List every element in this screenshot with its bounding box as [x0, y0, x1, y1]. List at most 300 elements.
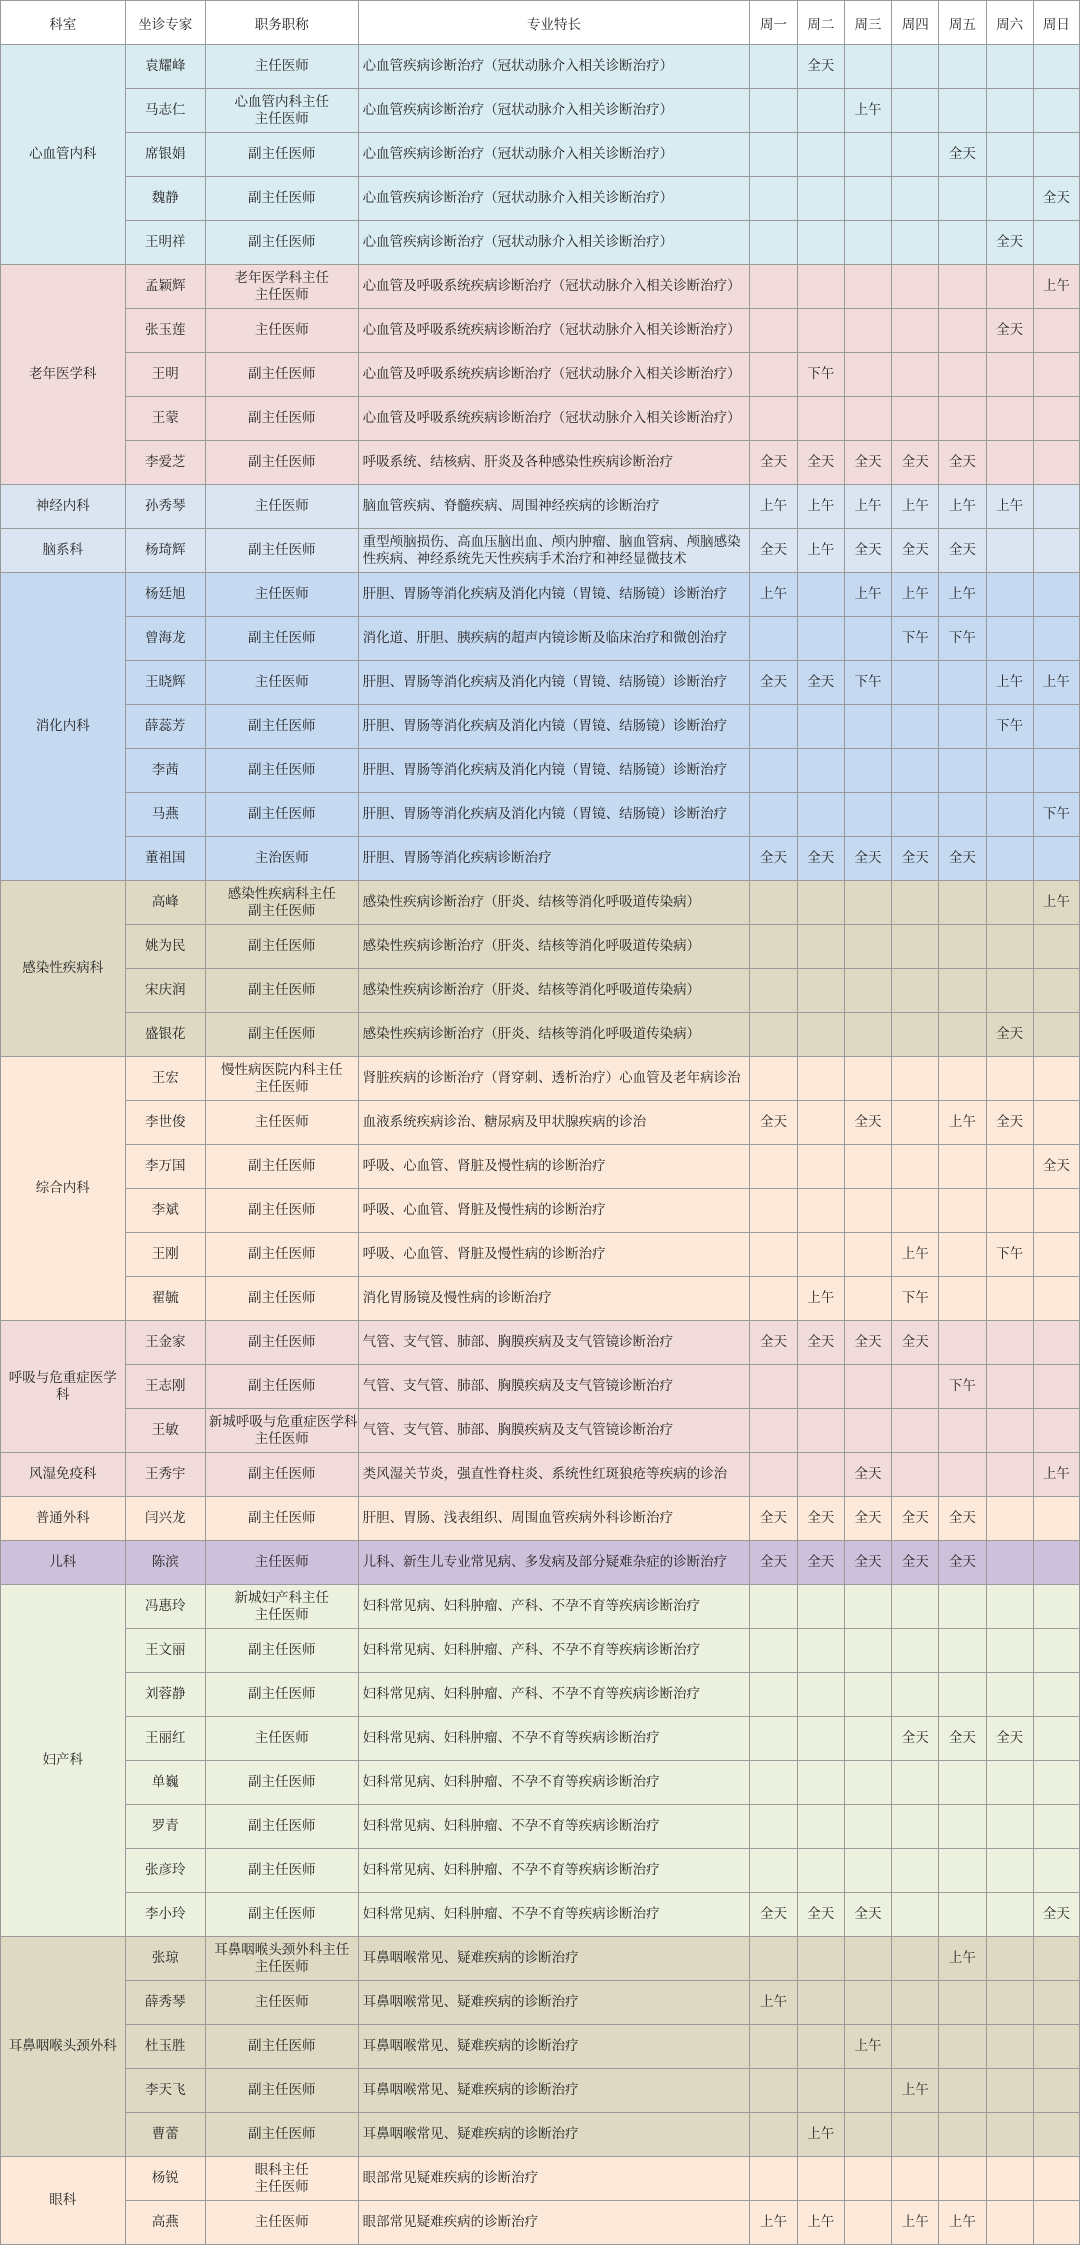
- title-line: 副主任医师: [248, 1906, 316, 1922]
- title-line: 副主任医师: [248, 982, 316, 998]
- schedule-cell: 上午: [939, 1101, 986, 1145]
- schedule-cell: [750, 45, 797, 89]
- schedule-cell: [844, 1585, 891, 1629]
- schedule-cell: [797, 705, 844, 749]
- schedule-cell: 全天: [750, 837, 797, 881]
- doctor-name: 李斌: [125, 1189, 205, 1233]
- schedule-cell: [986, 925, 1033, 969]
- doctor-name: 王刚: [125, 1233, 205, 1277]
- schedule-cell: [1033, 573, 1079, 617]
- schedule-cell: [1033, 2113, 1079, 2157]
- schedule-cell: 全天: [750, 1101, 797, 1145]
- schedule-cell: [797, 221, 844, 265]
- doctor-title: [205, 1541, 358, 1585]
- schedule-cell: [844, 309, 891, 353]
- schedule-cell: 下午: [892, 617, 939, 661]
- schedule-cell: [844, 1277, 891, 1321]
- schedule-cell: [986, 89, 1033, 133]
- schedule-cell: [844, 749, 891, 793]
- title-line: 副主任医师: [248, 542, 316, 558]
- doctor-specialty: 妇科常见病、妇科肿瘤、不孕不育等疾病诊断治疗: [358, 1717, 750, 1761]
- department-cell: 心血管内科: [1, 45, 126, 265]
- schedule-cell: [939, 1057, 986, 1101]
- doctor-row: [1, 617, 1080, 661]
- schedule-cell: [986, 749, 1033, 793]
- doctor-row: [1, 1629, 1080, 1673]
- schedule-cell: [1033, 45, 1079, 89]
- doctor-title: [205, 1673, 358, 1717]
- schedule-cell: [939, 1409, 986, 1453]
- doctor-row: [1, 1409, 1080, 1453]
- title-line: 副主任医师: [248, 234, 316, 250]
- schedule-cell: [986, 2113, 1033, 2157]
- schedule-cell: [797, 793, 844, 837]
- schedule-cell: [750, 2025, 797, 2069]
- doctor-row: [1, 1277, 1080, 1321]
- doctor-title: [205, 1101, 358, 1145]
- title-line: 主治医师: [254, 850, 309, 866]
- schedule-cell: 全天: [797, 1497, 844, 1541]
- title-line: 副主任医师: [248, 1290, 316, 1306]
- header-thu: 周四: [892, 1, 939, 45]
- schedule-cell: 下午: [797, 353, 844, 397]
- schedule-cell: 全天: [1033, 1893, 1079, 1937]
- schedule-cell: 全天: [844, 837, 891, 881]
- schedule-cell: 全天: [750, 441, 797, 485]
- doctor-specialty: 眼部常见疑难疾病的诊断治疗: [358, 2157, 750, 2201]
- doctor-title: [205, 573, 358, 617]
- schedule-cell: [986, 1145, 1033, 1189]
- doctor-specialty: 感染性疾病诊断治疗（肝炎、结核等消化呼吸道传染病）: [358, 969, 750, 1013]
- doctor-title: [205, 265, 358, 309]
- schedule-cell: [1033, 1629, 1079, 1673]
- schedule-cell: [986, 2069, 1033, 2113]
- doctor-specialty: 耳鼻咽喉常见、疑难疾病的诊断治疗: [358, 2069, 750, 2113]
- schedule-cell: [797, 1365, 844, 1409]
- schedule-cell: [939, 221, 986, 265]
- schedule-cell: 上午: [750, 573, 797, 617]
- doctor-specialty: 呼吸系统、结核病、肝炎及各种感染性疾病诊断治疗: [358, 441, 750, 485]
- title-line: 主任医师: [254, 322, 309, 338]
- schedule-cell: [844, 969, 891, 1013]
- department-cell: 综合内科: [1, 1057, 126, 1321]
- department-cell: 呼吸与危重症医学科: [1, 1321, 126, 1453]
- schedule-cell: 下午: [939, 1365, 986, 1409]
- doctor-title: [205, 1365, 358, 1409]
- schedule-cell: [1033, 925, 1079, 969]
- title-line: 副主任医师: [248, 1202, 316, 1218]
- schedule-cell: 全天: [750, 1497, 797, 1541]
- doctor-specialty: 呼吸、心血管、肾脏及慢性病的诊断治疗: [358, 1233, 750, 1277]
- schedule-cell: [844, 1761, 891, 1805]
- doctor-name: 王明: [125, 353, 205, 397]
- schedule-cell: 上午: [844, 573, 891, 617]
- doctor-specialty: 肝胆、胃肠等消化疾病及消化内镜（胃镜、结肠镜）诊断治疗: [358, 661, 750, 705]
- doctor-title: [205, 177, 358, 221]
- title-line: 主任医师: [254, 286, 309, 303]
- schedule-cell: [844, 1629, 891, 1673]
- schedule-cell: 全天: [892, 441, 939, 485]
- schedule-cell: [892, 265, 939, 309]
- doctor-row: [1, 309, 1080, 353]
- title-line: 慢性病医院内科主任: [221, 1061, 343, 1078]
- schedule-cell: [1033, 1101, 1079, 1145]
- title-line: 副主任医师: [248, 1862, 316, 1878]
- doctor-row: [1, 2069, 1080, 2113]
- schedule-cell: [844, 2069, 891, 2113]
- doctor-title: [205, 2201, 358, 2245]
- title-line: 心血管内科主任: [234, 93, 330, 110]
- doctor-row: [1, 1101, 1080, 1145]
- schedule-cell: [986, 837, 1033, 881]
- schedule-cell: 全天: [750, 1893, 797, 1937]
- schedule-cell: 全天: [939, 441, 986, 485]
- doctor-specialty: 妇科常见病、妇科肿瘤、产科、不孕不育等疾病诊断治疗: [358, 1629, 750, 1673]
- doctor-specialty: 心血管疾病诊断治疗（冠状动脉介入相关诊断治疗）: [358, 45, 750, 89]
- schedule-cell: [1033, 1013, 1079, 1057]
- doctor-name: 王蒙: [125, 397, 205, 441]
- schedule-cell: 全天: [844, 1893, 891, 1937]
- schedule-cell: [750, 89, 797, 133]
- schedule-cell: 上午: [797, 2113, 844, 2157]
- department-cell: 眼科: [1, 2157, 126, 2245]
- schedule-cell: 全天: [986, 1717, 1033, 1761]
- schedule-cell: [939, 969, 986, 1013]
- schedule-cell: [750, 969, 797, 1013]
- schedule-cell: [892, 1453, 939, 1497]
- department-cell: 耳鼻咽喉头颈外科: [1, 1937, 126, 2157]
- doctor-row: [1, 793, 1080, 837]
- schedule-cell: [892, 1013, 939, 1057]
- doctor-specialty: 感染性疾病诊断治疗（肝炎、结核等消化呼吸道传染病）: [358, 1013, 750, 1057]
- schedule-cell: [750, 2113, 797, 2157]
- schedule-cell: [892, 925, 939, 969]
- schedule-cell: [844, 1409, 891, 1453]
- schedule-cell: [797, 397, 844, 441]
- schedule-cell: [1033, 1497, 1079, 1541]
- title-line: 主任医师: [254, 58, 309, 74]
- schedule-cell: [797, 1057, 844, 1101]
- header-title: 职务职称: [205, 1, 358, 45]
- doctor-specialty: 心血管及呼吸系统疾病诊断治疗（冠状动脉介入相关诊断治疗）: [358, 265, 750, 309]
- title-line: 主任医师: [254, 2214, 309, 2230]
- schedule-cell: [892, 793, 939, 837]
- doctor-name: 王敏: [125, 1409, 205, 1453]
- schedule-cell: 下午: [986, 1233, 1033, 1277]
- doctor-row: [1, 1937, 1080, 1981]
- schedule-cell: [797, 309, 844, 353]
- doctor-row: [1, 265, 1080, 309]
- doctor-specialty: 气管、支气管、肺部、胸膜疾病及支气管镜诊断治疗: [358, 1321, 750, 1365]
- schedule-cell: [939, 705, 986, 749]
- schedule-cell: [750, 1145, 797, 1189]
- schedule-cell: 上午: [1033, 1453, 1079, 1497]
- schedule-cell: [986, 1189, 1033, 1233]
- schedule-cell: [1033, 1761, 1079, 1805]
- title-line: 主任医师: [254, 1606, 309, 1623]
- schedule-cell: [797, 1937, 844, 1981]
- title-line: 副主任医师: [248, 1686, 316, 1702]
- title-line: 主任医师: [254, 1994, 309, 2010]
- schedule-cell: [797, 1585, 844, 1629]
- schedule-cell: [1033, 2025, 1079, 2069]
- schedule-cell: [1033, 749, 1079, 793]
- title-line: 眼科主任: [254, 2161, 309, 2178]
- doctor-title: [205, 1409, 358, 1453]
- schedule-cell: [797, 1849, 844, 1893]
- doctor-name: 李爱芝: [125, 441, 205, 485]
- schedule-cell: [986, 265, 1033, 309]
- schedule-cell: [892, 2157, 939, 2201]
- schedule-cell: [986, 177, 1033, 221]
- schedule-cell: [797, 1981, 844, 2025]
- schedule-cell: [939, 1277, 986, 1321]
- schedule-cell: [797, 1673, 844, 1717]
- schedule-cell: 上午: [939, 573, 986, 617]
- schedule-cell: [1033, 1189, 1079, 1233]
- title-line: 副主任医师: [248, 410, 316, 426]
- doctor-title: [205, 529, 358, 573]
- doctor-title: [205, 2069, 358, 2113]
- schedule-cell: 全天: [1033, 177, 1079, 221]
- schedule-cell: 全天: [939, 837, 986, 881]
- schedule-cell: [892, 1101, 939, 1145]
- title-line: 新城呼吸与危重症医学科: [208, 1413, 358, 1430]
- schedule-cell: [892, 1189, 939, 1233]
- doctor-name: 王秀宇: [125, 1453, 205, 1497]
- title-line: 副主任医师: [248, 1510, 316, 1526]
- title-line: 副主任医师: [248, 1026, 316, 1042]
- header-wed: 周三: [844, 1, 891, 45]
- schedule-cell: 全天: [892, 1541, 939, 1585]
- header-specialty: 专业特长: [358, 1, 750, 45]
- schedule-cell: [939, 925, 986, 969]
- doctor-name: 刘蓉静: [125, 1673, 205, 1717]
- schedule-cell: [939, 309, 986, 353]
- schedule-cell: [1033, 1233, 1079, 1277]
- doctor-specialty: 妇科常见病、妇科肿瘤、不孕不育等疾病诊断治疗: [358, 1849, 750, 1893]
- schedule-cell: [939, 89, 986, 133]
- doctor-specialty: 心血管疾病诊断治疗（冠状动脉介入相关诊断治疗）: [358, 177, 750, 221]
- schedule-cell: [797, 617, 844, 661]
- doctor-row: [1, 925, 1080, 969]
- schedule-cell: [797, 1189, 844, 1233]
- doctor-specialty: 重型颅脑损伤、高血压脑出血、颅内肿瘤、脑血管病、颅脑感染性疾病、神经系统先天性疾病手术治疗和神经显微技术: [358, 529, 750, 573]
- title-line: 副主任医师: [248, 902, 316, 919]
- doctor-title: [205, 1981, 358, 2025]
- schedule-cell: 下午: [939, 617, 986, 661]
- schedule-cell: [1033, 309, 1079, 353]
- schedule-cell: 下午: [986, 705, 1033, 749]
- title-line: 副主任医师: [248, 2126, 316, 2142]
- title-line: 感染性疾病科主任: [227, 885, 336, 902]
- doctor-name: 高峰: [125, 881, 205, 925]
- department-cell: 妇产科: [1, 1585, 126, 1937]
- schedule-cell: 全天: [844, 529, 891, 573]
- doctor-specialty: 肝胆、胃肠等消化疾病及消化内镜（胃镜、结肠镜）诊断治疗: [358, 749, 750, 793]
- schedule-cell: [750, 1629, 797, 1673]
- schedule-cell: [844, 881, 891, 925]
- schedule-cell: [1033, 1849, 1079, 1893]
- schedule-cell: [939, 1981, 986, 2025]
- doctor-row: [1, 881, 1080, 925]
- schedule-cell: [892, 1937, 939, 1981]
- title-line: 副主任医师: [248, 1378, 316, 1394]
- schedule-cell: 下午: [1033, 793, 1079, 837]
- schedule-cell: [892, 1849, 939, 1893]
- schedule-cell: [1033, 1981, 1079, 2025]
- doctor-title: [205, 485, 358, 529]
- schedule-cell: [1033, 617, 1079, 661]
- schedule-cell: [986, 2157, 1033, 2201]
- schedule-cell: [844, 1057, 891, 1101]
- doctor-title: [205, 1233, 358, 1277]
- schedule-cell: [939, 881, 986, 925]
- schedule-cell: [750, 177, 797, 221]
- title-line: 副主任医师: [248, 366, 316, 382]
- doctor-title: [205, 45, 358, 89]
- doctor-name: 薛秀琴: [125, 1981, 205, 2025]
- doctor-title: [205, 969, 358, 1013]
- doctor-title: [205, 837, 358, 881]
- title-line: 耳鼻咽喉头颈外科主任: [214, 1941, 350, 1958]
- doctor-row: [1, 2201, 1080, 2245]
- doctor-title: [205, 1585, 358, 1629]
- schedule-cell: 全天: [750, 1541, 797, 1585]
- schedule-cell: [986, 441, 1033, 485]
- doctor-specialty: 心血管及呼吸系统疾病诊断治疗（冠状动脉介入相关诊断治疗）: [358, 309, 750, 353]
- schedule-cell: [939, 793, 986, 837]
- title-line: 老年医学科主任: [234, 269, 330, 286]
- doctor-name: 李天飞: [125, 2069, 205, 2113]
- doctor-title: [205, 1717, 358, 1761]
- schedule-cell: [986, 353, 1033, 397]
- title-line: 副主任医师: [248, 1334, 316, 1350]
- doctor-name: 马志仁: [125, 89, 205, 133]
- doctor-specialty: 耳鼻咽喉常见、疑难疾病的诊断治疗: [358, 1937, 750, 1981]
- doctor-name: 李万国: [125, 1145, 205, 1189]
- doctor-name: 李世俊: [125, 1101, 205, 1145]
- schedule-cell: [750, 881, 797, 925]
- doctor-title: [205, 89, 358, 133]
- schedule-cell: 上午: [750, 485, 797, 529]
- doctor-row: [1, 749, 1080, 793]
- schedule-cell: 全天: [844, 1497, 891, 1541]
- doctor-specialty: 心血管及呼吸系统疾病诊断治疗（冠状动脉介入相关诊断治疗）: [358, 397, 750, 441]
- schedule-cell: [750, 1673, 797, 1717]
- doctor-row: [1, 353, 1080, 397]
- schedule-cell: [892, 1145, 939, 1189]
- schedule-cell: [1033, 2201, 1079, 2245]
- schedule-cell: [750, 925, 797, 969]
- schedule-cell: [939, 353, 986, 397]
- schedule-cell: [892, 2113, 939, 2157]
- doctor-title: [205, 353, 358, 397]
- schedule-cell: [1033, 89, 1079, 133]
- doctor-row: [1, 705, 1080, 749]
- schedule-cell: [750, 397, 797, 441]
- title-line: 副主任医师: [248, 762, 316, 778]
- title-line: 主任医师: [254, 1958, 309, 1975]
- schedule-cell: [844, 1365, 891, 1409]
- doctor-specialty: 血液系统疾病诊治、糖尿病及甲状腺疾病的诊治: [358, 1101, 750, 1145]
- schedule-cell: [844, 265, 891, 309]
- doctor-row: [1, 837, 1080, 881]
- schedule-cell: 下午: [892, 1277, 939, 1321]
- schedule-cell: [750, 793, 797, 837]
- doctor-row: [1, 1805, 1080, 1849]
- title-line: 副主任医师: [248, 938, 316, 954]
- doctor-specialty: 耳鼻咽喉常见、疑难疾病的诊断治疗: [358, 2113, 750, 2157]
- schedule-cell: 上午: [892, 1233, 939, 1277]
- schedule-cell: 全天: [797, 441, 844, 485]
- schedule-cell: [892, 397, 939, 441]
- doctor-row: [1, 573, 1080, 617]
- doctor-specialty: 呼吸、心血管、肾脏及慢性病的诊断治疗: [358, 1189, 750, 1233]
- schedule-cell: 上午: [844, 89, 891, 133]
- schedule-cell: [939, 1761, 986, 1805]
- header-fri: 周五: [939, 1, 986, 45]
- schedule-cell: [892, 1409, 939, 1453]
- schedule-cell: 全天: [892, 837, 939, 881]
- doctor-specialty: 妇科常见病、妇科肿瘤、产科、不孕不育等疾病诊断治疗: [358, 1585, 750, 1629]
- title-line: 副主任医师: [248, 1642, 316, 1658]
- schedule-cell: [892, 881, 939, 925]
- schedule-cell: 全天: [986, 1101, 1033, 1145]
- schedule-cell: 上午: [939, 485, 986, 529]
- schedule-cell: [892, 1629, 939, 1673]
- doctor-name: 王明祥: [125, 221, 205, 265]
- doctor-title: [205, 441, 358, 485]
- schedule-cell: 上午: [892, 573, 939, 617]
- schedule-cell: [892, 353, 939, 397]
- schedule-cell: [986, 1409, 1033, 1453]
- doctor-name: 王文丽: [125, 1629, 205, 1673]
- schedule-cell: [750, 221, 797, 265]
- header-tue: 周二: [797, 1, 844, 45]
- schedule-cell: [939, 2069, 986, 2113]
- doctor-specialty: 肝胆、胃肠等消化疾病及消化内镜（胃镜、结肠镜）诊断治疗: [358, 573, 750, 617]
- schedule-cell: [892, 1981, 939, 2025]
- doctor-name: 王晓辉: [125, 661, 205, 705]
- schedule-cell: 上午: [939, 1937, 986, 1981]
- doctor-title: [205, 221, 358, 265]
- schedule-cell: [1033, 705, 1079, 749]
- schedule-cell: [844, 45, 891, 89]
- doctor-row: [1, 661, 1080, 705]
- schedule-cell: [939, 1145, 986, 1189]
- title-line: 副主任医师: [248, 1158, 316, 1174]
- doctor-name: 曾海龙: [125, 617, 205, 661]
- doctor-row: [1, 1189, 1080, 1233]
- title-line: 副主任医师: [248, 630, 316, 646]
- doctor-specialty: 消化胃肠镜及慢性病的诊断治疗: [358, 1277, 750, 1321]
- doctor-specialty: 肝胆、胃肠等消化疾病诊断治疗: [358, 837, 750, 881]
- schedule-cell: [797, 1629, 844, 1673]
- schedule-cell: 全天: [797, 837, 844, 881]
- title-line: 新城妇产科主任: [234, 1589, 330, 1606]
- schedule-cell: [844, 1673, 891, 1717]
- schedule-cell: [750, 1189, 797, 1233]
- header-doctor: 坐诊专家: [125, 1, 205, 45]
- schedule-cell: [844, 1189, 891, 1233]
- title-line: 主任医师: [254, 1730, 309, 1746]
- doctor-specialty: 消化道、肝胆、胰疾病的超声内镜诊断及临床治疗和微创治疗: [358, 617, 750, 661]
- schedule-cell: [750, 265, 797, 309]
- title-line: 主任医师: [254, 2178, 309, 2195]
- schedule-cell: [986, 133, 1033, 177]
- schedule-cell: 全天: [844, 1101, 891, 1145]
